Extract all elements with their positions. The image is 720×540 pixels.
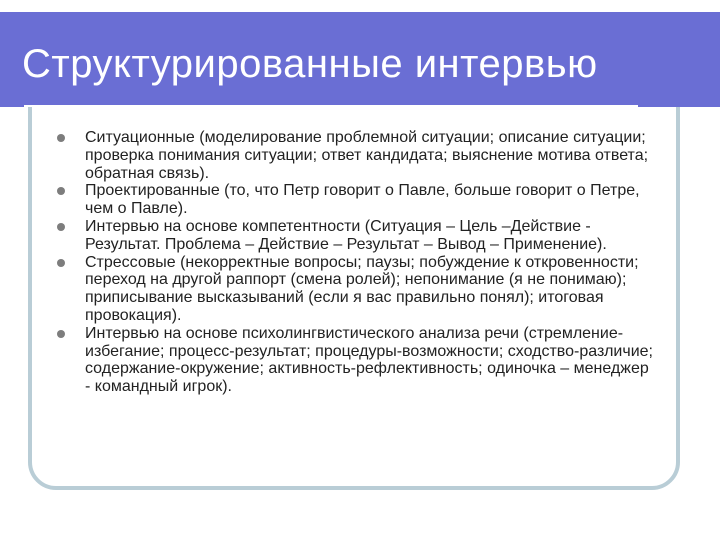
bullet-text: Интервью на основе психолингвистического анализа речи (стремление-избегание; процесс-результат; процедуры-возможности; сходство-различие; содержание-окружение; активность-рефлективность; одиночка – менеджер - командный игрок).	[85, 324, 653, 396]
bullet-item-projective	[56, 182, 656, 218]
bullet-icon	[57, 134, 65, 142]
bullet-text: Проектированные (то, что Петр говорит о Павле, больше говорит о Петре, чем о Павле).	[85, 182, 640, 218]
bullet-text: Интервью на основе компетентности (Ситуация – Цель –Действие - Результат. Проблема – Действие – Результат – Вывод – Применение).	[85, 217, 607, 253]
bullet-text: Стрессовые (некорректные вопросы; паузы; побуждение к откровенности; переход на другой раппорт (смена ролей); непонимание (я не понимаю); приписывание высказываний (если я вас правильно понял); итоговая провокация).	[85, 253, 639, 324]
bullet-icon	[57, 330, 65, 338]
bullet-item-stress	[56, 254, 656, 325]
bullet-icon	[57, 187, 65, 195]
bullet-icon	[57, 223, 65, 231]
bullet-item-psycholinguistic	[56, 325, 656, 396]
bullet-text: Ситуационные (моделирование проблемной ситуации; описание ситуации; проверка понимания ситуации; ответ кандидата; выяснение мотива ответа; обратная связь).	[85, 129, 649, 182]
bullet-list	[56, 129, 656, 396]
bullet-icon	[57, 259, 65, 267]
slide-title: Структурированные интервью	[22, 42, 598, 86]
bullet-item-competency	[56, 218, 656, 254]
title-bar	[0, 12, 716, 107]
title-divider	[24, 105, 638, 107]
bullet-item-situational	[56, 129, 656, 182]
